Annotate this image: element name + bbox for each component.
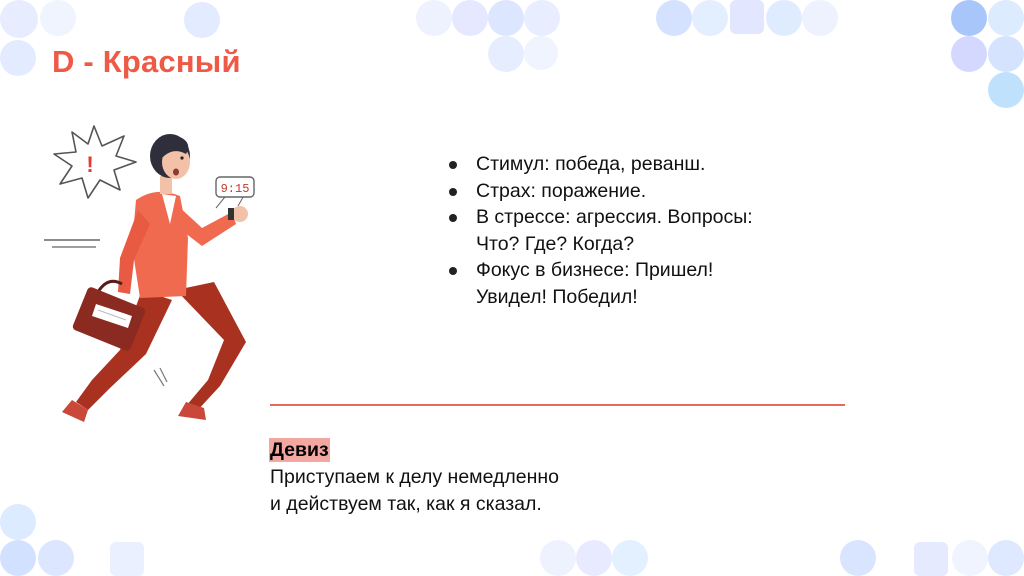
deco-circle <box>840 540 876 576</box>
motto-line: Приступаем к делу немедленно <box>270 466 559 488</box>
deco-circle <box>184 2 220 38</box>
deco-circle <box>951 36 987 72</box>
deco-circle <box>488 0 524 36</box>
deco-circle <box>40 0 76 36</box>
deco-circle <box>0 0 38 38</box>
deco-circle <box>951 0 987 36</box>
alert-starburst-icon <box>54 126 136 198</box>
motto-label: Девиз <box>270 439 329 461</box>
deco-square <box>110 542 144 576</box>
traits-list <box>448 151 766 310</box>
deco-circle <box>802 0 838 36</box>
alert-mark: ! <box>86 152 94 177</box>
deco-square <box>914 542 948 576</box>
watch-time-text: 9:15 <box>220 182 250 196</box>
page-title: D - Красный <box>52 44 241 79</box>
deco-circle <box>952 540 988 576</box>
deco-circle <box>0 540 36 576</box>
deco-circle <box>988 540 1024 576</box>
deco-circle <box>488 36 524 72</box>
deco-circle <box>524 36 558 70</box>
deco-circle <box>0 40 36 76</box>
motto-line: и действуем так, как я сказал. <box>270 493 542 515</box>
list-item: Стимул: победа, реванш. <box>448 151 766 178</box>
deco-circle <box>452 0 488 36</box>
watch-time-icon <box>216 177 254 208</box>
deco-circle <box>0 504 36 540</box>
businesswoman-illustration <box>36 120 266 440</box>
section-divider <box>270 404 845 406</box>
list-item: В стрессе: агрессия. Вопросы: Что? Где? Когда? <box>448 204 766 257</box>
deco-circle <box>656 0 692 36</box>
deco-circle <box>416 0 452 36</box>
deco-circle <box>524 0 560 36</box>
deco-circle <box>988 36 1024 72</box>
deco-circle <box>576 540 612 576</box>
deco-circle <box>988 0 1024 36</box>
list-item: Страх: поражение. <box>448 178 766 205</box>
deco-circle <box>692 0 728 36</box>
deco-square <box>730 0 764 34</box>
deco-circle <box>612 540 648 576</box>
list-item: Фокус в бизнесе: Пришел! Увидел! Победил! <box>448 257 766 310</box>
deco-circle <box>766 0 802 36</box>
deco-circle <box>38 540 74 576</box>
deco-circle <box>988 72 1024 108</box>
motto-text <box>270 464 559 518</box>
deco-circle <box>540 540 576 576</box>
